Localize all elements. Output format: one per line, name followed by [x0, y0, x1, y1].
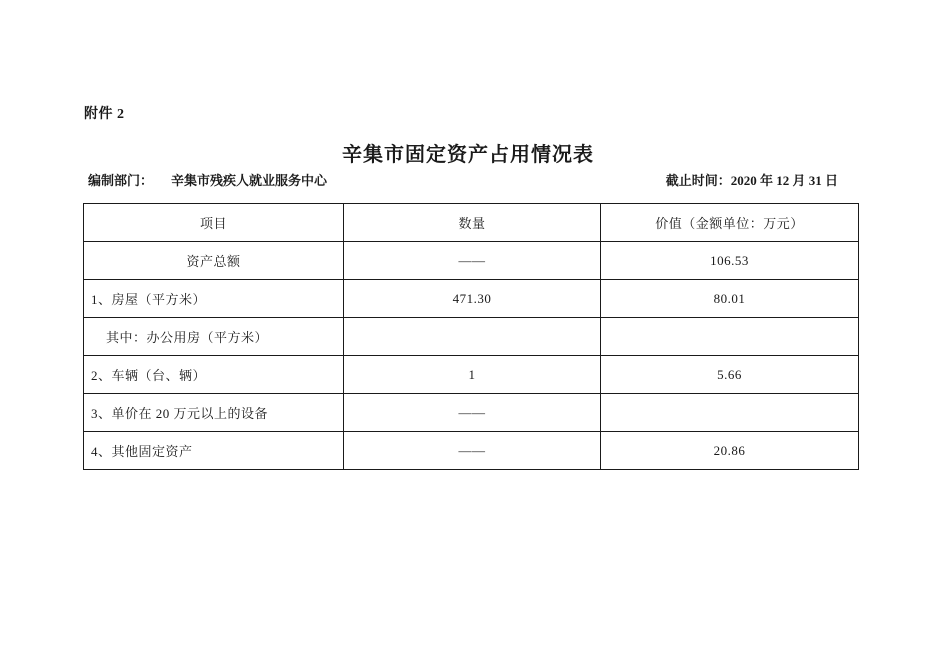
table-row-equipment: [84, 394, 859, 432]
prepared-by: [88, 170, 327, 189]
prepared-by-label: 编制部门：: [88, 173, 154, 188]
prepared-by-value: 辛集市残疾人就业服务中心: [171, 173, 328, 188]
cell-quantity: ——: [344, 394, 601, 432]
deadline-label: 截止时间：: [665, 173, 731, 188]
cell-value: [601, 394, 859, 432]
cell-item: 其中：办公用房（平方米）: [84, 318, 344, 356]
deadline: [666, 170, 838, 189]
table-row-vehicles: [84, 356, 859, 394]
cell-value: 80.01: [601, 280, 859, 318]
fixed-assets-table: [83, 203, 859, 470]
cell-quantity: [344, 318, 601, 356]
table-row-office-housing: [84, 318, 859, 356]
table-header-row: [84, 204, 859, 242]
cell-value: 5.66: [601, 356, 859, 394]
cell-value: [601, 318, 859, 356]
cell-quantity: ——: [344, 432, 601, 470]
attachment-label: 附件 2: [84, 107, 125, 122]
table-row-total-assets: [84, 242, 859, 280]
cell-value: 106.53: [601, 242, 859, 280]
cell-item: 资产总额: [84, 242, 344, 280]
header-quantity: 数量: [344, 204, 601, 242]
cell-quantity: 1: [344, 356, 601, 394]
cell-quantity: ——: [344, 242, 601, 280]
table-row-housing: [84, 280, 859, 318]
cell-quantity: 471.30: [344, 280, 601, 318]
cell-value: 20.86: [601, 432, 859, 470]
cell-item: 3、单价在 20 万元以上的设备: [84, 394, 344, 432]
cell-item: 1、房屋（平方米）: [84, 280, 344, 318]
header-value: 价值（金额单位：万元）: [601, 204, 859, 242]
meta-row: [88, 170, 838, 189]
header-item: 项目: [84, 204, 344, 242]
cell-item: 2、车辆（台、辆）: [84, 356, 344, 394]
page-title: 辛集市固定资产占用情况表: [342, 144, 594, 166]
deadline-value: 2020 年 12 月 31 日: [730, 173, 838, 188]
table-row-other-assets: [84, 432, 859, 470]
cell-item: 4、其他固定资产: [84, 432, 344, 470]
